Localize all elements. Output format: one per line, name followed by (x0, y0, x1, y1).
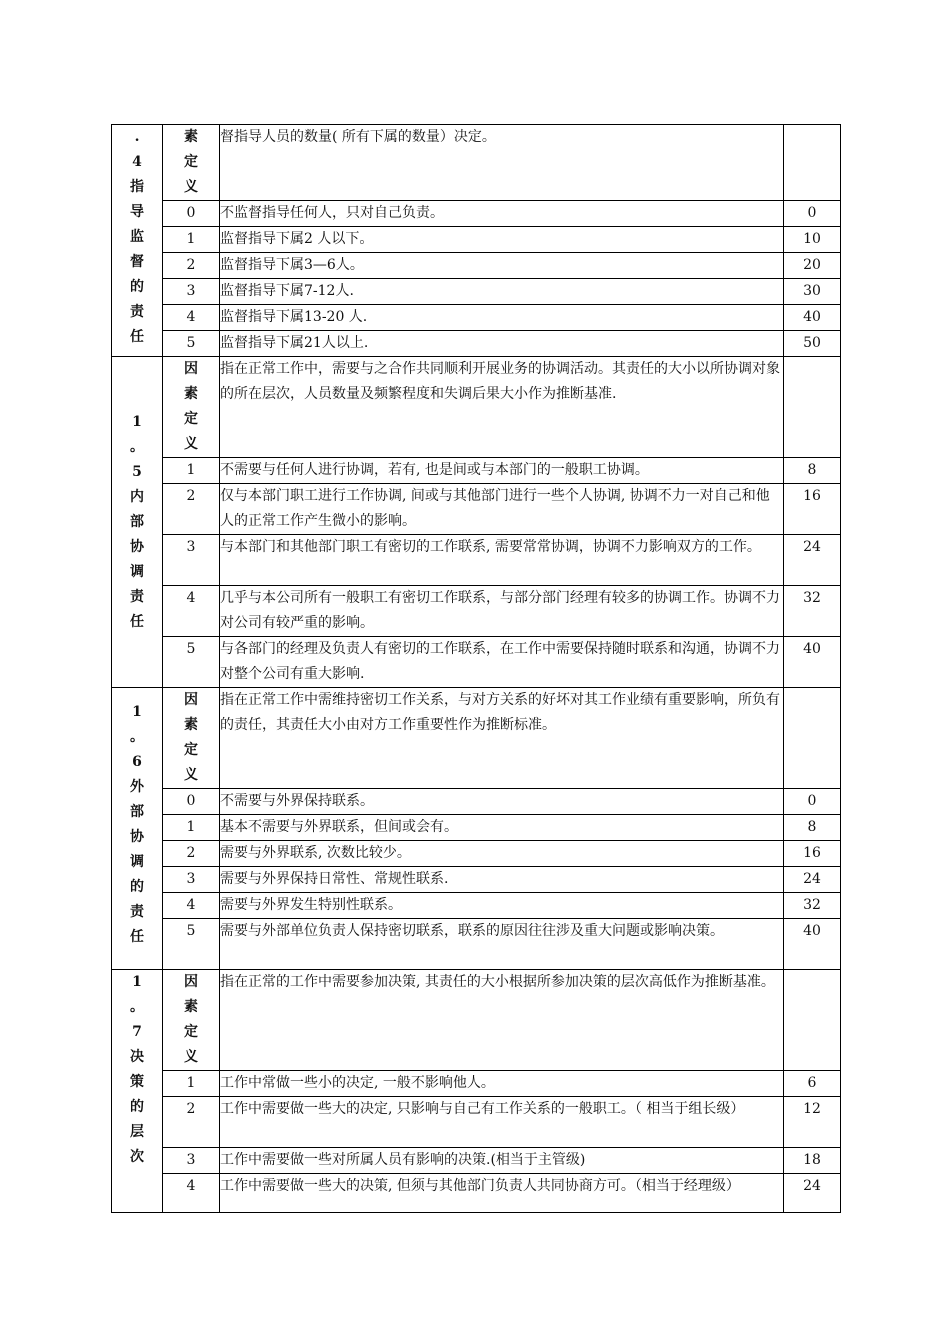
table-row: 4 监督指导下属13-20 人. 40 (112, 305, 841, 331)
table-row: 2 监督指导下属3—6人。 20 (112, 253, 841, 279)
section-16-definition-row (112, 688, 841, 789)
table-row: 2 工作中需要做一些大的决定, 只影响与自己有工作关系的一般职工。（ 相当于组长级） 12 (112, 1097, 841, 1148)
section-14-title: . 4 指 导 监 督 的 责 任 (112, 125, 163, 357)
definition-text: 指在正常工作中，需要与之合作共同顺利开展业务的协调活动。其责任的大小以所协调对象的所在层次，人员数量及频繁程度和失调后果大小作为推断基准. (220, 357, 784, 458)
table-row: 1 工作中常做一些小的决定, 一般不影响他人。 6 (112, 1071, 841, 1097)
definition-text: 指在正常的工作中需要参加决策, 其责任的大小根据所参加决策的层次高低作为推断基准。 (220, 970, 784, 1071)
table-row: 1 监督指导下属2 人以下。 10 (112, 227, 841, 253)
table-row: 0 不需要与外界保持联系。 0 (112, 789, 841, 815)
definition-text: 指在正常工作中需维持密切工作关系，与对方关系的好坏对其工作业绩有重要影响，所负有的责任，其责任大小由对方工作重要性作为推断标准。 (220, 688, 784, 789)
definition-label: 因 素 定 义 (163, 688, 220, 789)
table-row: 3 需要与外界保持日常性、常规性联系. 24 (112, 867, 841, 893)
definition-label: 素 定 义 (163, 125, 220, 201)
section-14-definition-row (112, 125, 841, 201)
score-empty (784, 357, 841, 458)
section-15-definition-row (112, 357, 841, 458)
table-row: 5 需要与外部单位负责人保持密切联系，联系的原因往往涉及重大问题或影响决策。 40 (112, 919, 841, 970)
table-row: 1 基本不需要与外界联系，但间或会有。 8 (112, 815, 841, 841)
evaluation-table (111, 124, 841, 1213)
section-16-title: 1 。 6 外 部 协 调 的 责 任 (112, 688, 163, 970)
table-row: 3 与本部门和其他部门职工有密切的工作联系, 需要常常协调，协调不力影响双方的工作。 24 (112, 535, 841, 586)
table-row: 2 需要与外界联系, 次数比较少。 16 (112, 841, 841, 867)
score-empty (784, 125, 841, 201)
table-row: 4 几乎与本公司所有一般职工有密切工作联系，与部分部门经理有较多的协调工作。协调不力对公司有较严重的影响。 32 (112, 586, 841, 637)
table-row: 1 不需要与任何人进行协调，若有, 也是间或与本部门的一般职工协调。 8 (112, 458, 841, 484)
table-row: 3 工作中需要做一些对所属人员有影响的决策.(相当于主管级) 18 (112, 1148, 841, 1174)
score-empty (784, 970, 841, 1071)
table-row: 3 监督指导下属7-12人. 30 (112, 279, 841, 305)
table-row: 0 不监督指导任何人，只对自己负责。 0 (112, 201, 841, 227)
section-17-title: 1 。 7 决 策 的 层 次 (112, 970, 163, 1213)
definition-label: 因 素 定 义 (163, 357, 220, 458)
table-row: 4 工作中需要做一些大的决策, 但须与其他部门负责人共同协商方可。（相当于经理级） 24 (112, 1174, 841, 1213)
table-row: 5 与各部门的经理及负责人有密切的工作联系，在工作中需要保持随时联系和沟通，协调不力对整个公司有重大影响. 40 (112, 637, 841, 688)
section-15-title: 1 。 5 内 部 协 调 责 任 (112, 357, 163, 688)
definition-text: 督指导人员的数量( 所有下属的数量）决定。 (220, 125, 784, 201)
table-row: 5 监督指导下属21人以上. 50 (112, 331, 841, 357)
score-empty (784, 688, 841, 789)
section-17-definition-row (112, 970, 841, 1071)
definition-label: 因 素 定 义 (163, 970, 220, 1071)
table-row: 2 仅与本部门职工进行工作协调, 间或与其他部门进行一些个人协调, 协调不力一对自己和他人的正常工作产生微小的影响。 16 (112, 484, 841, 535)
table-row: 4 需要与外界发生特别性联系。 32 (112, 893, 841, 919)
